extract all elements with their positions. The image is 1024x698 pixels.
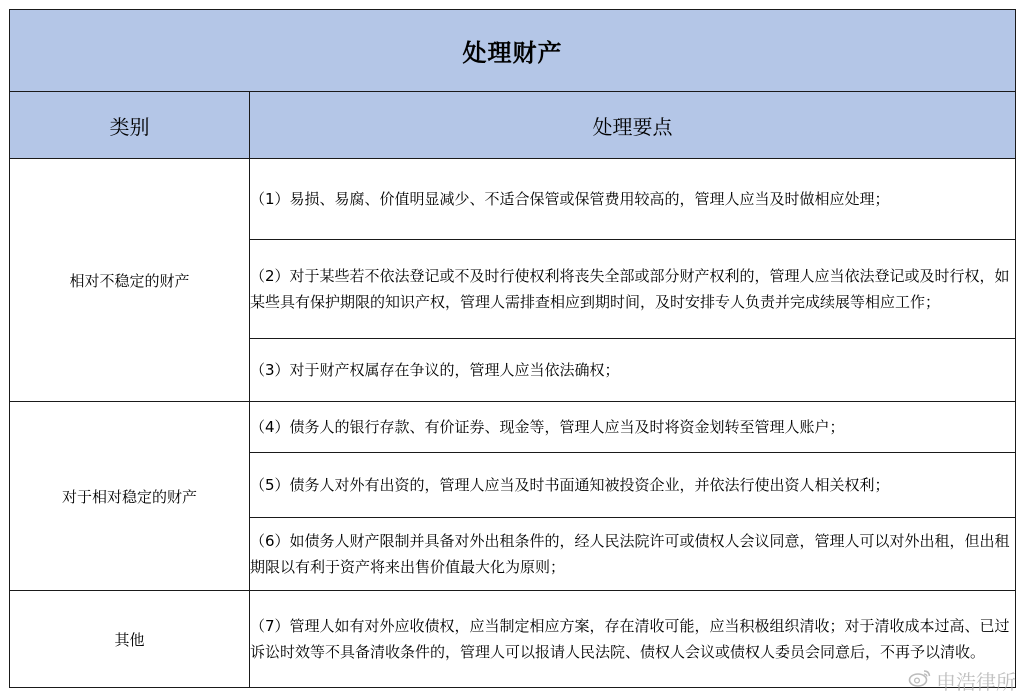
title-row xyxy=(10,10,1016,92)
table-row xyxy=(10,591,1016,688)
category-cell-other: 其他 xyxy=(10,591,250,688)
table-row xyxy=(10,159,1016,240)
watermark-text: 申浩律所 xyxy=(936,670,1016,694)
point-cell-5: （5）债务人对外有出资的，管理人应当及时书面通知被投资企业，并依法行使出资人相关权利； xyxy=(250,453,1016,518)
header-category: 类别 xyxy=(10,92,250,159)
category-cell-unstable: 相对不稳定的财产 xyxy=(10,159,250,402)
point-cell-4: （4）债务人的银行存款、有价证券、现金等，管理人应当及时将资金划转至管理人账户； xyxy=(250,402,1016,453)
header-points: 处理要点 xyxy=(250,92,1016,159)
point-cell-1: （1）易损、易腐、价值明显减少、不适合保管或保管费用较高的，管理人应当及时做相应处理； xyxy=(250,159,1016,240)
table-title: 处理财产 xyxy=(10,10,1016,92)
header-row xyxy=(10,92,1016,159)
table-row xyxy=(10,402,1016,453)
property-handling-table xyxy=(9,9,1016,688)
category-cell-stable: 对于相对稳定的财产 xyxy=(10,402,250,591)
point-cell-7: （7）管理人如有对外应收债权，应当制定相应方案，存在清收可能，应当积极组织清收；对于清收成本过高、已过诉讼时效等不具备清收条件的，管理人可以报请人民法院、债权人会议或债权人委员会同意后，不再予以清收。 xyxy=(250,591,1016,688)
point-cell-2: （2）对于某些若不依法登记或不及时行使权利将丧失全部或部分财产权利的，管理人应当依法登记或及时行权，如某些具有保护期限的知识产权，管理人需排查相应到期时间，及时安排专人负责并完成续展等相应工作； xyxy=(250,240,1016,339)
point-cell-6: （6）如债务人财产限制并具备对外出租条件的，经人民法院许可或债权人会议同意，管理人可以对外出租，但出租期限以有利于资产将来出售价值最大化为原则； xyxy=(250,518,1016,591)
point-cell-3: （3）对于财产权属存在争议的，管理人应当依法确权； xyxy=(250,339,1016,402)
